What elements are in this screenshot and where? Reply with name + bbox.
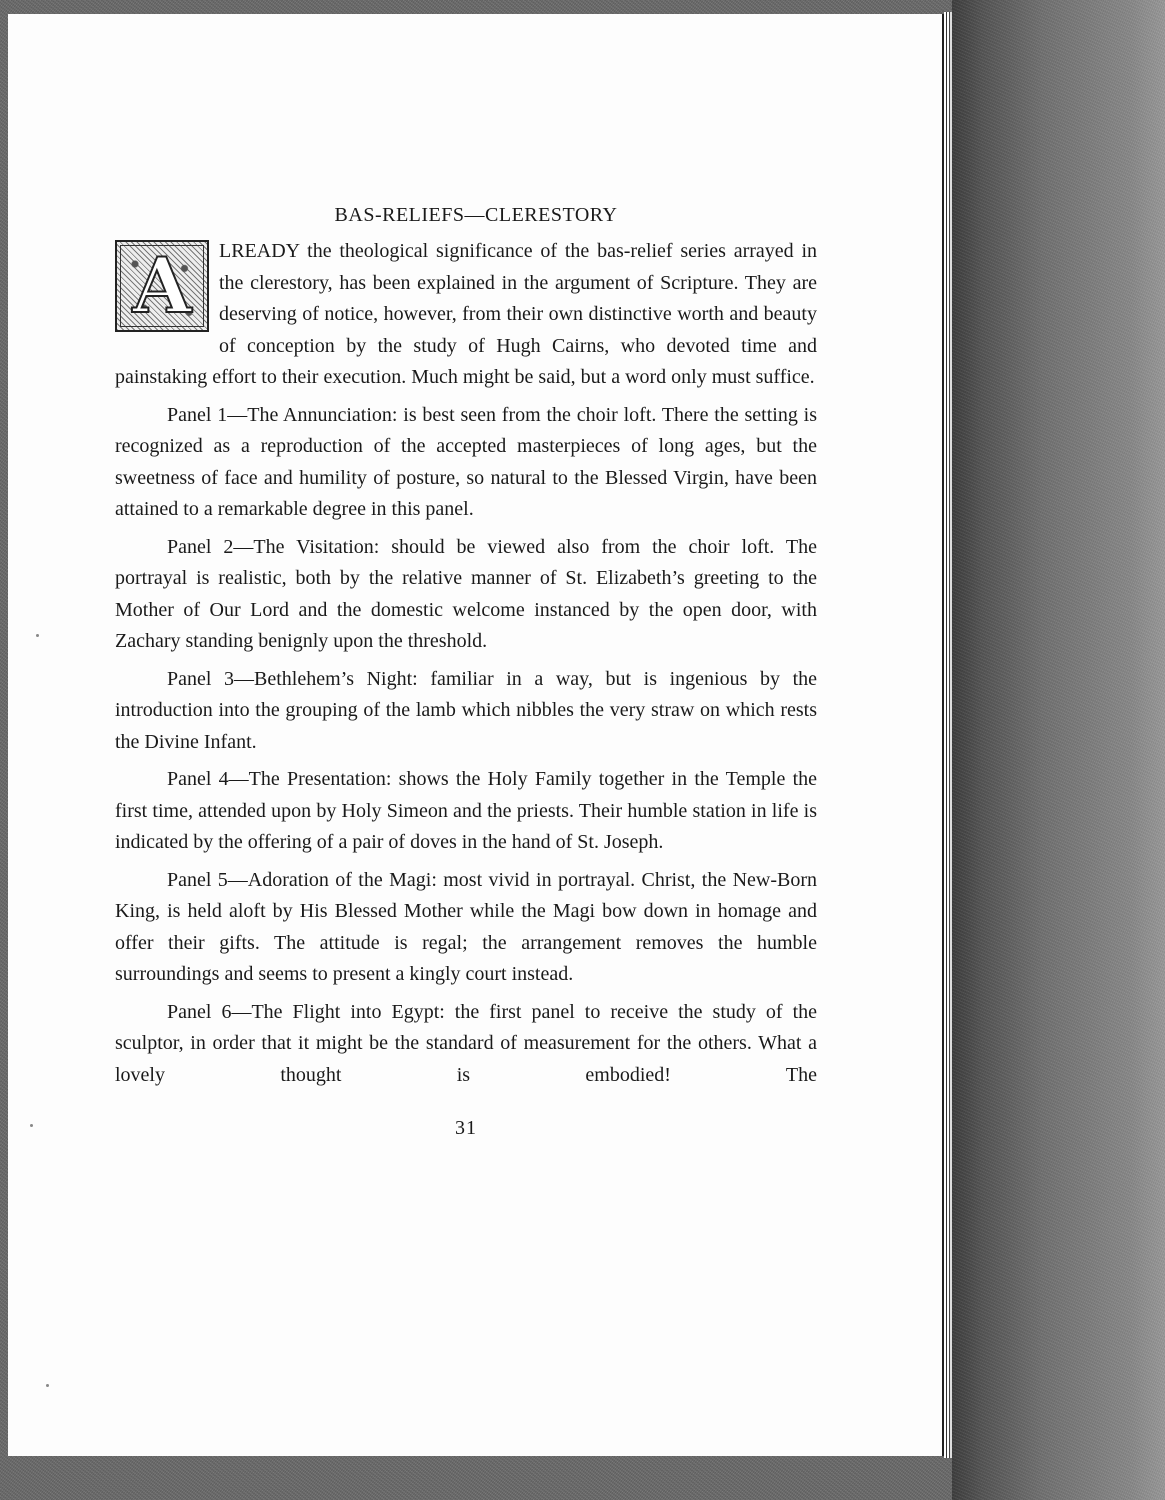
intro-text: LREADY the theological significance of the bas-relief series arrayed in the clerestory, has been explained in the argument of Scripture. They are deserving of notice, however, from their own distinctive worth and beauty of conception by the study of Hugh Cairns, who devoted time and painstaking effort to their execution. Much might be said, but a word only must suffice. — [115, 240, 817, 388]
page-edge-lines — [944, 12, 952, 1458]
panel-1-paragraph: Panel 1—The Annunciation: is best seen from the choir loft. There the setting is recognized as a reproduction of the accepted masterpieces of long ages, but the sweetness of face and humility of posture, so natural to the Blessed Virgin, have been attained to a remarkable degree in this panel. — [115, 403, 817, 520]
chapter-heading: BAS-RELIEFS—CLERESTORY — [334, 204, 618, 226]
panel-2-paragraph: Panel 2—The Visitation: should be viewed also from the choir loft. The portrayal is realistic, both by the relative manner of St. Elizabeth’s greeting to the Mother of Our Lord and the domestic welcome instanced by the open door, with Zachary standing benignly upon the threshold. — [115, 535, 817, 652]
book-gutter-shadow — [952, 0, 1165, 1500]
panel-6-paragraph: Panel 6—The Flight into Egypt: the first panel to receive the study of the sculptor, in order that it might be the standard of measurement for the others. What a lovely thought is embodied! The — [115, 1000, 817, 1086]
panel-5-paragraph: Panel 5—Adoration of the Magi: most vivid in portrayal. Christ, the New-Born King, is held aloft by His Blessed Mother while the Magi bow down in homage and offer their gifts. The attitude is regal; the arrangement removes the humble surroundings and seems to present a kingly court instead. — [115, 868, 817, 985]
panel-4-paragraph: Panel 4—The Presentation: shows the Holy Family together in the Temple the first time, attended upon by Holy Simeon and the priests. Their humble station in life is indicated by the offering of a pair of doves in the hand of St. Joseph. — [115, 768, 817, 853]
panel-3-paragraph: Panel 3—Bethlehem’s Night: familiar in a way, but is ingenious by the introduction into the grouping of the lamb which nibbles the very straw on which rests the Divine Infant. — [115, 667, 817, 753]
decorative-initial-icon — [115, 240, 209, 332]
scan-speck — [46, 1384, 49, 1387]
page-content — [115, 200, 817, 1143]
drop-cap-letter: A — [132, 241, 192, 330]
scan-speck — [30, 1124, 33, 1127]
page-number: 31 — [455, 1117, 477, 1139]
scan-speck — [36, 634, 39, 637]
intro-paragraph — [115, 236, 817, 394]
